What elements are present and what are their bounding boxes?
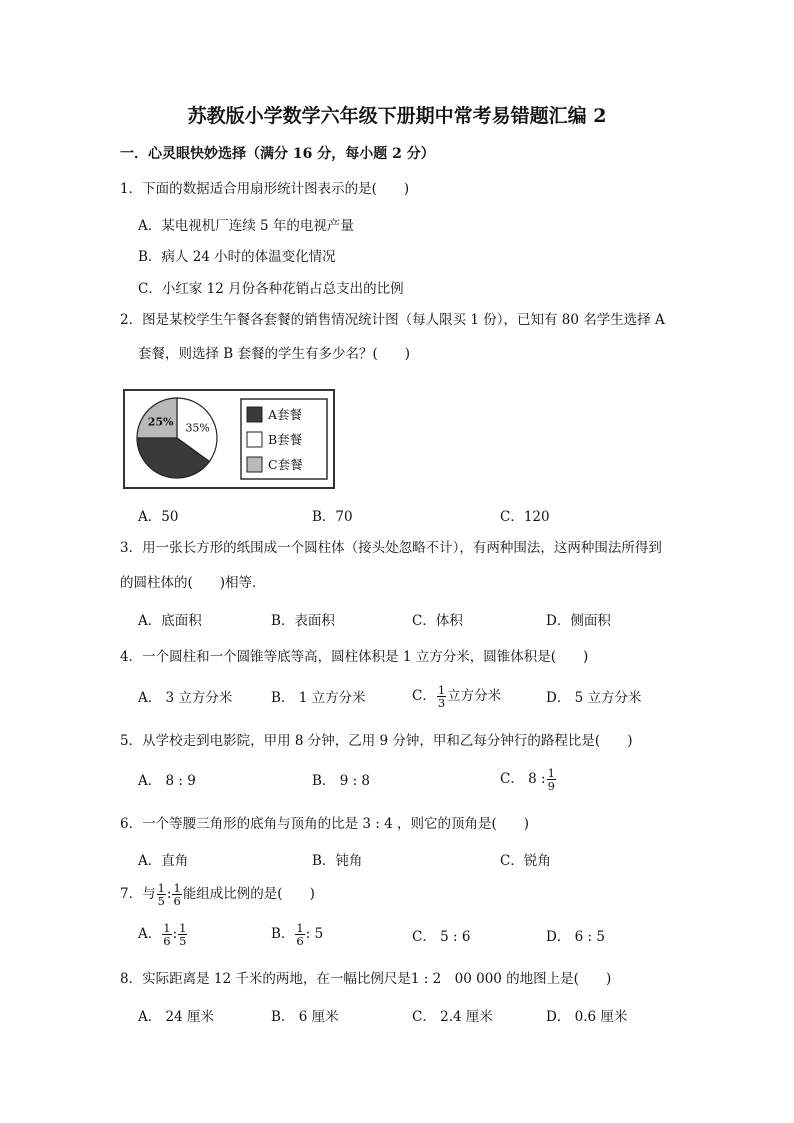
question-4-option-c-prefix: C． <box>412 688 436 705</box>
question-4-stem: 4．一个圆柱和一个圆锥等底等高，圆柱体积是 1 立方分米，圆锥体积是( ) <box>120 649 589 665</box>
question-1-option-a: A．某电视机厂连续 5 年的电视产量 <box>138 218 354 234</box>
question-7-option-b-suffix: : 5 <box>305 926 324 943</box>
fraction-numerator: 1 <box>437 683 446 697</box>
question-6-stem: 6．一个等腰三角形的底角与顶角的比是 3 : 4 ，则它的顶角是( ) <box>120 816 530 832</box>
question-6-option-c: C．锐角 <box>500 853 551 869</box>
fraction-denominator: 6 <box>296 934 304 949</box>
fraction-numerator: 1 <box>179 921 187 935</box>
ratio-colon: : <box>166 886 172 903</box>
legend-swatch <box>247 432 262 447</box>
question-6-option-b: B．钝角 <box>312 853 363 869</box>
section-heading: 一．心灵眼快妙选择（满分 16 分，每小题 2 分） <box>120 146 435 162</box>
question-7-stem-prefix: 7．与 <box>120 886 156 903</box>
question-2-option-c: C．120 <box>500 509 550 525</box>
question-5-option-a: A． 8 : 9 <box>138 773 196 789</box>
fraction <box>178 922 187 947</box>
fraction-denominator: 5 <box>179 934 187 949</box>
legend-label: C套餐 <box>268 457 303 472</box>
question-2-stem-line-1: 2．图是某校学生午餐各套餐的销售情况统计图（每人限买 1 份），已知有 80 名学生选择 A <box>120 312 665 328</box>
question-7-stem <box>120 882 315 907</box>
fraction <box>547 767 556 792</box>
question-3-stem-line-2: 的圆柱体的( )相等． <box>120 575 266 591</box>
question-2-option-a: A．50 <box>138 509 179 525</box>
question-7-stem-suffix: 能组成比例的是( ) <box>182 886 315 903</box>
fraction-numerator: 1 <box>547 766 555 780</box>
fraction <box>437 684 446 709</box>
question-4-option-a: A． 3 立方分米 <box>138 690 233 706</box>
fraction <box>157 882 166 907</box>
question-3-option-a: A．底面积 <box>138 613 202 629</box>
question-6-option-a: A．直角 <box>138 853 189 869</box>
question-4-option-c <box>412 684 501 709</box>
question-4-option-b: B． 1 立方分米 <box>271 690 366 706</box>
question-5-option-c-prefix: C． 8 : <box>500 771 546 788</box>
question-2-option-b: B．70 <box>312 509 353 525</box>
question-8-option-a: A． 24 厘米 <box>138 1009 215 1025</box>
legend-swatch <box>247 407 262 422</box>
fraction-denominator: 6 <box>163 934 171 949</box>
question-5-option-b: B． 9 : 8 <box>312 773 371 789</box>
fraction <box>295 922 304 947</box>
question-3-option-c: C．体积 <box>412 613 463 629</box>
question-7-option-b <box>271 922 323 947</box>
question-5-stem: 5．从学校走到电影院，甲用 8 分钟，乙用 9 分钟，甲和乙每分钟行的路程比是( ) <box>120 733 633 749</box>
question-8-option-c: C． 2.4 厘米 <box>412 1009 493 1025</box>
fraction-denominator: 5 <box>157 894 165 909</box>
fraction-denominator: 3 <box>437 696 446 711</box>
question-5-option-c <box>500 767 557 792</box>
legend-label: B套餐 <box>268 432 303 447</box>
question-3-stem-line-1: 3．用一张长方形的纸围成一个圆柱体（接头处忽略不计），有两种围法，这两种围法所得到 <box>120 540 662 556</box>
fraction-numerator: 1 <box>163 921 171 935</box>
question-3-option-b: B．表面积 <box>271 613 335 629</box>
fraction <box>162 922 171 947</box>
pie-chart-svg <box>125 391 333 487</box>
pie-slice-label: 25% <box>147 415 174 429</box>
fraction-denominator: 9 <box>547 779 555 794</box>
question-1-stem: 1．下面的数据适合用扇形统计图表示的是( ) <box>120 181 410 197</box>
fraction-denominator: 6 <box>173 894 181 909</box>
question-7-option-b-prefix: B． <box>271 926 295 943</box>
document-title: 苏教版小学数学六年级下册期中常考易错题汇编 2 <box>187 105 607 127</box>
question-7-option-c: C． 5 : 6 <box>412 929 471 945</box>
question-4-option-c-unit: 立方分米 <box>447 688 502 705</box>
legend-swatch <box>247 457 262 472</box>
question-8-option-b: B． 6 厘米 <box>271 1009 339 1025</box>
question-7-option-a <box>138 922 188 947</box>
question-2-stem-line-2: 套餐，则选择 B 套餐的学生有多少名？( ) <box>138 346 411 362</box>
fraction-numerator: 1 <box>296 921 304 935</box>
fraction <box>172 882 181 907</box>
question-8-stem: 8．实际距离是 12 千米的两地，在一幅比例尺是1 : 2 00 000 的地图上是( ) <box>120 971 612 987</box>
question-3-option-d: D．侧面积 <box>546 613 611 629</box>
question-8-option-d: D． 0.6 厘米 <box>546 1009 628 1025</box>
fraction-numerator: 1 <box>157 881 165 895</box>
question-1-option-b: B．病人 24 小时的体温变化情况 <box>138 249 336 265</box>
pie-chart <box>123 389 335 489</box>
fraction-numerator: 1 <box>173 881 181 895</box>
ratio-colon: : <box>172 926 178 943</box>
legend-label: A套餐 <box>268 407 303 422</box>
question-7-option-d: D． 6 : 5 <box>546 929 605 945</box>
question-4-option-d: D． 5 立方分米 <box>546 690 642 706</box>
pie-slice-label: 35% <box>185 421 210 435</box>
question-7-option-a-prefix: A． <box>138 926 162 943</box>
question-1-option-c: C．小红家 12 月份各种花销占总支出的比例 <box>138 281 404 297</box>
